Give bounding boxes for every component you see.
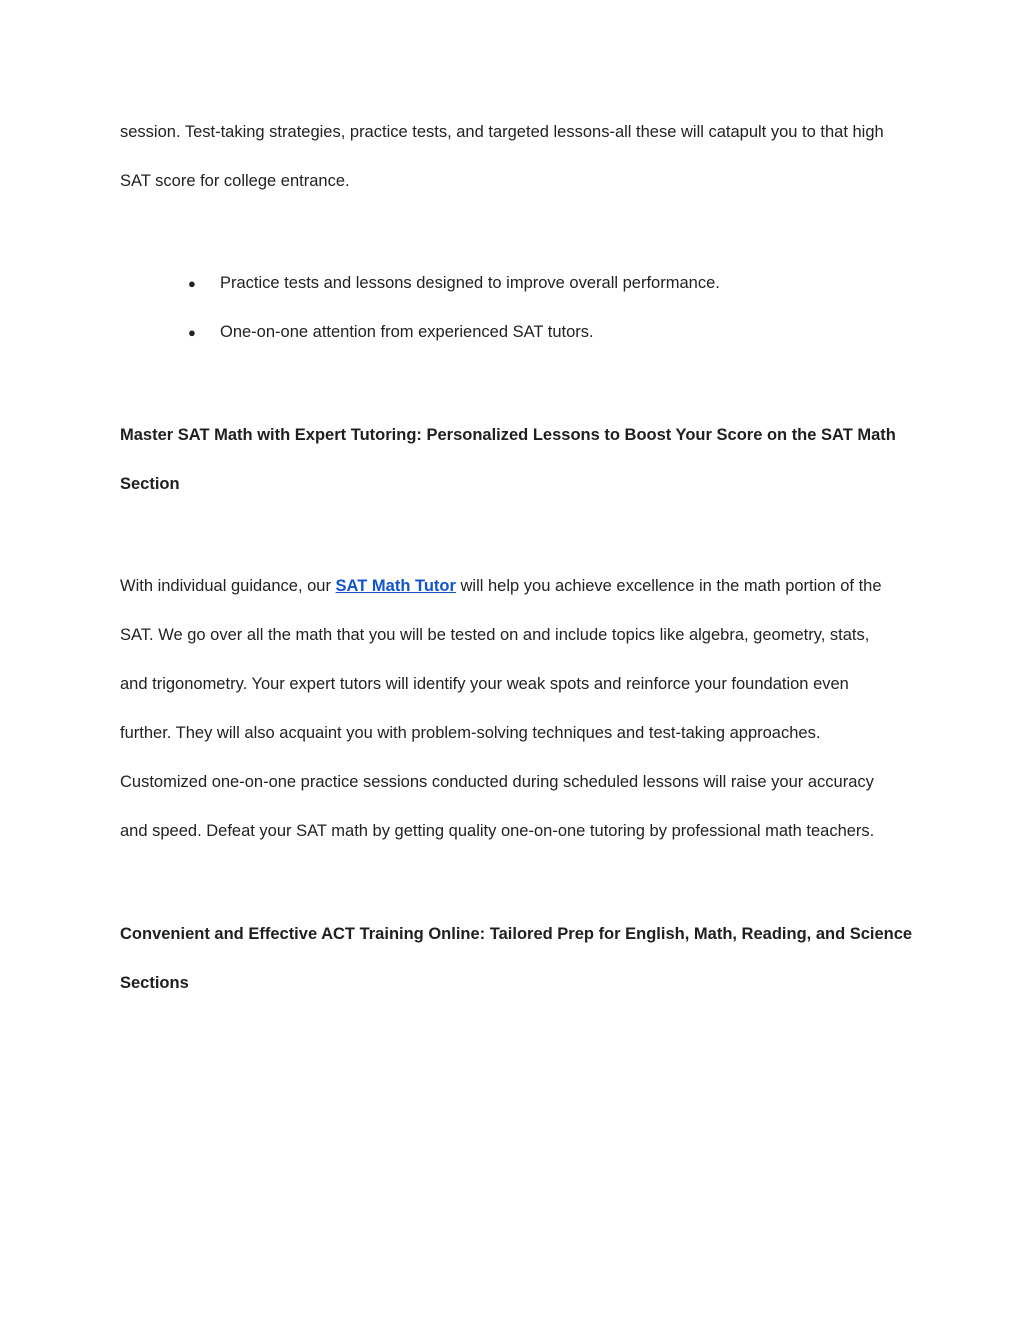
heading-sat-math <box>120 411 920 509</box>
intro-line-2: SAT score for college entrance. <box>120 172 350 190</box>
intro-paragraph <box>120 108 920 206</box>
bullet-icon: ● <box>188 276 196 291</box>
list-item <box>186 308 720 357</box>
bullet-list <box>186 259 720 357</box>
heading-act-training <box>120 910 920 1008</box>
heading-act-line-1: Convenient and Effective ACT Training Online: Tailored Prep for English, Math, Reading, and Science <box>120 925 913 943</box>
list-item <box>186 259 720 308</box>
heading-sat-math-line-2: Section <box>120 475 180 493</box>
intro-line-1: session. Test-taking strategies, practice tests, and targeted lessons-all these will catapult you to that high <box>120 123 884 141</box>
math-paragraph-line-4: further. They will also acquaint you with problem-solving techniques and test-taking approaches. <box>120 724 821 742</box>
math-paragraph-line-3: and trigonometry. Your expert tutors will identify your weak spots and reinforce your foundation even <box>120 675 849 693</box>
math-paragraph-lead: With individual guidance, our <box>120 577 336 595</box>
sat-math-tutor-link[interactable]: SAT Math Tutor <box>335 577 456 595</box>
heading-act-line-2: Sections <box>120 974 189 992</box>
bullet-icon: ● <box>188 325 196 340</box>
list-item-text: One-on-one attention from experienced SAT tutors. <box>220 323 594 341</box>
heading-sat-math-line-1: Master SAT Math with Expert Tutoring: Personalized Lessons to Boost Your Score on the SAT Math <box>120 426 896 444</box>
math-paragraph-line-2: SAT. We go over all the math that you will be tested on and include topics like algebra, geometry, stats, <box>120 626 870 644</box>
list-item-text: Practice tests and lessons designed to improve overall performance. <box>220 274 720 292</box>
math-paragraph-after-link: will help you achieve excellence in the math portion of the <box>455 577 882 595</box>
math-paragraph-line-6: and speed. Defeat your SAT math by getting quality one-on-one tutoring by professional math teachers. <box>120 822 875 840</box>
math-paragraph <box>120 562 910 856</box>
math-paragraph-line-5: Customized one-on-one practice sessions conducted during scheduled lessons will raise your accuracy <box>120 773 874 791</box>
